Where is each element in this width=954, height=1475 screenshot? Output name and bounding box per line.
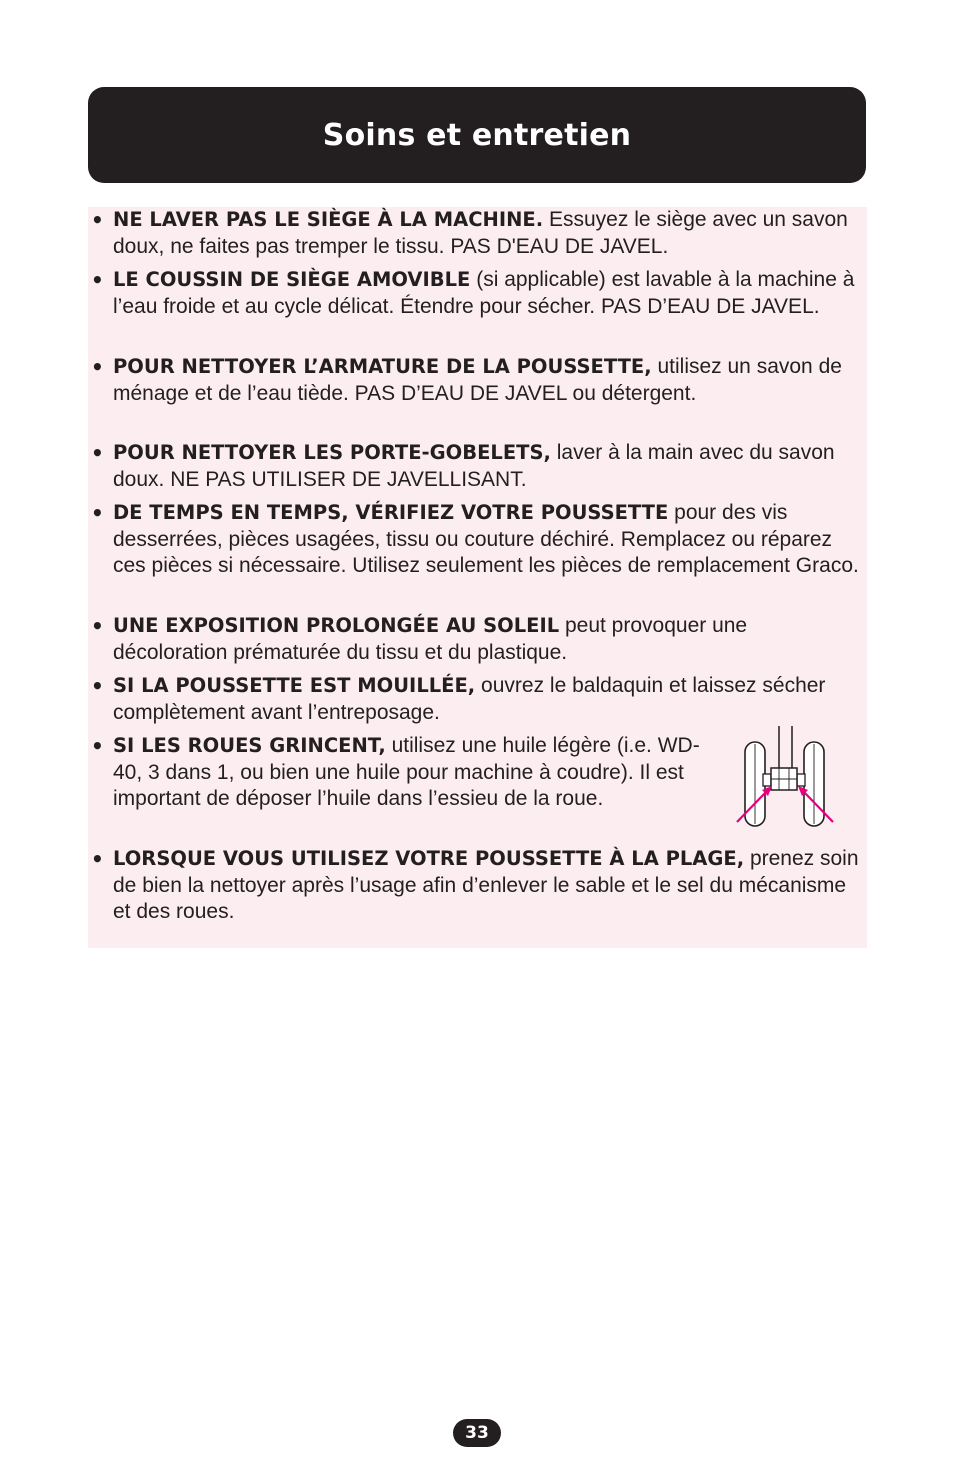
care-instructions-panel bbox=[88, 207, 867, 948]
item-lead: NE LAVER PAS LE SIÈGE À LA MACHINE. bbox=[113, 208, 544, 231]
bullet: • bbox=[91, 501, 104, 525]
item-text bbox=[113, 267, 863, 320]
item-lead: UNE EXPOSITION PROLONGÉE AU SOLEIL bbox=[113, 614, 560, 637]
page-number-badge bbox=[453, 1419, 501, 1447]
item-text bbox=[113, 613, 863, 666]
item-body: laver à la main avec du savon doux. NE PAS UTILISER DE JAVELLISANT. bbox=[113, 441, 835, 491]
stroller-wheels-axle-icon bbox=[735, 724, 835, 832]
item-text bbox=[113, 354, 863, 407]
page-title: Soins et entretien bbox=[322, 117, 632, 153]
bullet: • bbox=[91, 674, 104, 698]
item-body: (si applicable) est lavable à la machine à l’eau froide et au cycle délicat. Étendre pour sécher. PAS D’EAU DE JAVEL. bbox=[113, 268, 855, 318]
item-text bbox=[113, 207, 863, 260]
item-body: ouvrez le baldaquin et laissez sécher complètement avant l’entreposage. bbox=[113, 674, 826, 724]
item-body: utilisez un savon de ménage et de l’eau tiède. PAS D’EAU DE JAVEL ou détergent. bbox=[113, 355, 842, 405]
item-lead: LORSQUE VOUS UTILISEZ VOTRE POUSSETTE À LA PLAGE, bbox=[113, 847, 745, 870]
bullet: • bbox=[91, 268, 104, 292]
bullet: • bbox=[91, 208, 104, 232]
item-text bbox=[113, 500, 863, 580]
item-text bbox=[113, 733, 713, 813]
bullet: • bbox=[91, 614, 104, 638]
item-body: peut provoquer une décoloration prématurée du tissu et du plastique. bbox=[113, 614, 748, 664]
item-lead: POUR NETTOYER L’ARMATURE DE LA POUSSETTE, bbox=[113, 355, 652, 378]
item-body: utilisez une huile légère (i.e. WD-40, 3 dans 1, ou bien une huile pour machine à coudre). Il est important de déposer l’huile dans l’essieu de la roue. bbox=[113, 734, 700, 811]
item-lead: LE COUSSIN DE SIÈGE AMOVIBLE bbox=[113, 268, 471, 291]
item-body: prenez soin de bien la nettoyer après l’usage afin d’enlever le sable et le sel du mécanisme et des roues. bbox=[113, 847, 859, 924]
page-number: 33 bbox=[465, 1423, 489, 1443]
item-lead: POUR NETTOYER LES PORTE-GOBELETS, bbox=[113, 441, 551, 464]
item-lead: SI LES ROUES GRINCENT, bbox=[113, 734, 386, 757]
item-text bbox=[113, 846, 863, 926]
section-header bbox=[88, 87, 866, 183]
item-text bbox=[113, 673, 863, 726]
bullet: • bbox=[91, 441, 104, 465]
bullet: • bbox=[91, 734, 104, 758]
item-text bbox=[113, 440, 863, 493]
bullet: • bbox=[91, 847, 104, 871]
item-body: Essuyez le siège avec un savon doux, ne faites pas tremper le tissu. PAS D'EAU DE JAVEL. bbox=[113, 208, 848, 258]
item-lead: SI LA POUSSETTE EST MOUILLÉE, bbox=[113, 674, 476, 697]
bullet: • bbox=[91, 355, 104, 379]
item-lead: DE TEMPS EN TEMPS, VÉRIFIEZ VOTRE POUSSETTE bbox=[113, 501, 669, 524]
item-body: pour des vis desserrées, pièces usagées, tissu ou couture déchiré. Remplacez ou réparez ces pièces si nécessaire. Utilisez seulement les pièces de remplacement Graco. bbox=[113, 501, 859, 578]
